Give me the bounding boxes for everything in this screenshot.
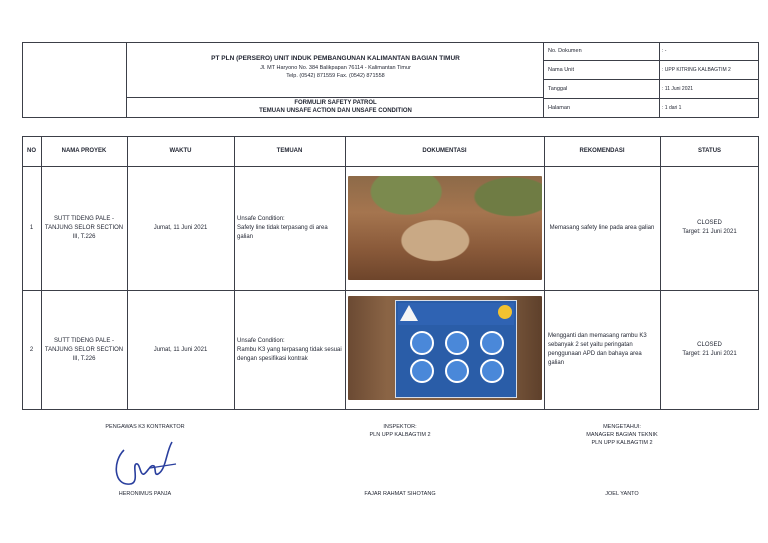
contractor-title: PENGAWAS K3 KONTRAKTOR [105,424,185,430]
status-target: Target: 21 Juni 2021 [682,351,737,357]
column-header-documentation: DOKUMENTASI [422,148,467,154]
column-header-no: NO [27,148,36,154]
approver-name: JOEL YANTO [605,491,639,497]
meta-unit-name [544,61,759,80]
header-divider [127,97,544,98]
meta-key: Nama Unit [548,67,574,73]
meta-value: : 1 dari 1 [662,105,682,111]
row1-project: SUTT TIDENG PALE - TANJUNG SELOR SECTION III, T.226 [44,215,124,240]
row1-recommendation: Memasang safety line pada area galian [549,224,655,231]
helmet-icon [410,331,434,355]
column-header-time: WAKTU [169,148,192,154]
approver-role: MANAGER BAGIAN TEKNIK [586,432,658,438]
inspector-block [345,423,455,439]
inspector-title: INSPEKTOR: [383,424,417,430]
excavation-photo [348,176,542,280]
status-target: Target: 21 Juni 2021 [682,229,737,235]
column-header-project: NAMA PROYEK [61,148,107,154]
phone-line: Telp. (0542) 871559 Fax. (0542) 871558 [286,73,385,79]
meta-date [544,80,759,99]
gloves-icon [480,331,504,355]
meta-key: No. Dokumen [548,48,582,54]
row2-project: SUTT TIDENG PALE - TANJUNG SELOR SECTION III, T.226 [44,337,124,362]
meta-page [544,99,759,118]
column-header-status: STATUS [697,148,722,154]
warning-triangle-icon [400,305,418,321]
organization-address [127,64,544,80]
inspector-name: FAJAR RAHMAT SIHOTANG [364,491,436,497]
form-title-block [127,99,544,115]
company-logo-icon [498,305,512,319]
meta-value: : UPP KITRING KALBAGTIM 2 [662,67,731,73]
organization-name: PT PLN (PERSERO) UNIT INDUK PEMBANGUNAN KALIMANTAN BAGIAN TIMUR [211,55,460,62]
mask-icon [445,359,469,383]
safety-vest-icon [445,331,469,355]
contractor-signature [110,428,180,498]
meta-value: : 11 Juni 2021 [662,86,694,92]
status-badge: CLOSED [697,220,722,226]
approver-org: PLN UPP KALBAGTIM 2 [591,440,653,446]
row1-status [660,166,759,290]
k3-sign-board [395,300,517,398]
finding-title: Unsafe Condition: [237,215,285,222]
approver-title: MENGETAHUI: [603,424,641,430]
row1-time: Jumat, 11 Juni 2021 [153,224,208,231]
boots-icon [410,359,434,383]
finding-text: Safety line tidak terpasang di area galian [237,224,328,240]
contractor-name: HERONIMUS PANJA [118,491,172,497]
row1-no: 1 [29,224,34,231]
form-title: FORMULIR SAFETY PATROL [294,100,377,106]
meta-value: : - [662,48,667,54]
form-subtitle: TEMUAN UNSAFE ACTION DAN UNSAFE CONDITION [259,108,412,114]
row2-status [660,290,759,410]
row2-recommendation: Mengganti dan memasang rambu K3 sebanyak 2 set yaitu peringatan penggunaan APD dan bahaya area galian [548,333,647,366]
address-line: Jl. MT Haryono No. 384 Balikpapan 76114 - Kalimantan Timur [260,65,411,71]
harness-icon [480,359,504,383]
column-header-recommendation: REKOMENDASI [579,148,625,154]
approver-block [562,423,682,447]
meta-key: Tanggal [548,86,568,92]
column-header-finding: TEMUAN [276,148,303,154]
row2-time: Jumat, 11 Juni 2021 [153,346,208,353]
inspector-org: PLN UPP KALBAGTIM 2 [369,432,431,438]
sign-footer-band [396,387,516,397]
status-badge: CLOSED [697,342,722,348]
row1-finding [237,166,343,290]
meta-key: Halaman [548,105,571,111]
row2-no: 2 [29,346,34,353]
finding-title: Unsafe Condition: [237,337,285,344]
header-logo-area [22,42,127,118]
row2-finding [237,290,343,410]
meta-document-number [544,42,759,61]
finding-text: Rambu K3 yang terpasang tidak sesuai dengan spesifikasi kontrak [237,346,342,362]
